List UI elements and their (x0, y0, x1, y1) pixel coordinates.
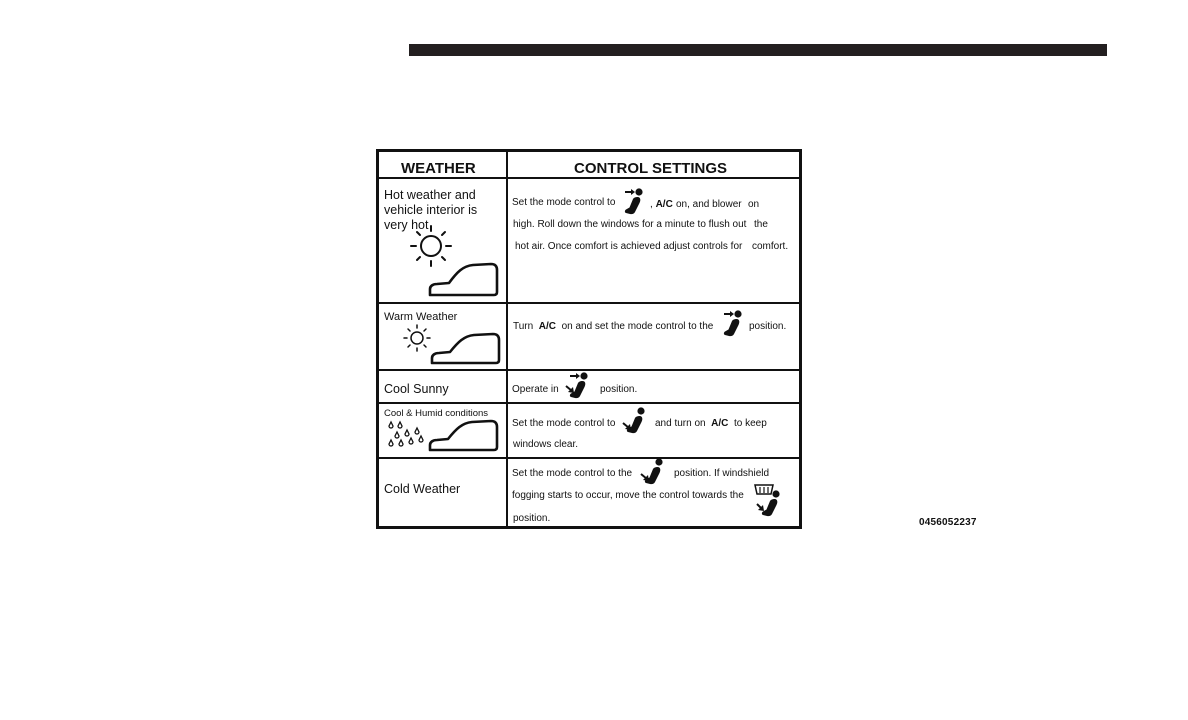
control-hot-line: comfort. (752, 241, 789, 252)
floor-mode-icon (640, 458, 674, 490)
control-warm-text: position. (749, 321, 787, 332)
control-cold-line: fogging starts to occur, move the control towards the (512, 490, 744, 501)
control-cold-text: position. If windshield (674, 468, 770, 479)
ac-label: A/C (655, 199, 673, 210)
weather-hot: Hot weather and vehicle interior is very hot (384, 188, 478, 232)
control-humid-text: to keep (733, 418, 767, 429)
row-divider (379, 402, 799, 404)
row-divider (379, 302, 799, 304)
ac-label: A/C (538, 321, 556, 332)
weather-cool-sunny: Cool Sunny (384, 382, 449, 396)
weather-header: WEATHER (401, 160, 476, 177)
control-cold-text: Set the mode control to the (512, 468, 633, 479)
control-humid-text: and turn on (655, 418, 706, 429)
control-hot-line: high. Roll down the windows for a minute to flush out (513, 219, 747, 230)
control-hot-text: on, and blower (676, 199, 742, 210)
control-humid-line: windows clear. (513, 439, 579, 450)
control-settings-header: CONTROL SETTINGS (574, 160, 728, 177)
control-cool-sunny-text: position. (600, 384, 638, 395)
defrost-floor-mode-icon (753, 482, 785, 516)
control-warm-text: Turn (513, 321, 534, 332)
car-icon (429, 262, 499, 298)
control-warm-text: on and set the mode control to the (561, 321, 714, 332)
ac-label: A/C (711, 418, 729, 429)
control-cold-line: position. (513, 513, 551, 524)
control-hot-line: hot air. Once comfort is achieved adjust controls for (515, 241, 743, 252)
control-hot-text: Set the mode control to (512, 197, 616, 208)
bi-level-mode-icon (565, 372, 599, 402)
climate-control-table (376, 149, 802, 529)
floor-mode-icon (622, 407, 656, 439)
car-icon (431, 332, 501, 366)
rain-drops-icon (387, 420, 429, 454)
control-humid-text: Set the mode control to (512, 418, 616, 429)
control-cool-sunny-text: Operate in (512, 384, 559, 395)
sun-icon (403, 324, 433, 354)
weather-cool-humid: Cool & Humid conditions (384, 408, 489, 419)
row-divider (379, 369, 799, 371)
control-hot-comma: , (650, 199, 656, 210)
control-hot-text: on (748, 199, 760, 210)
figure-code: 0456052237 (919, 517, 977, 528)
control-hot-line: the (754, 219, 768, 230)
car-icon (429, 419, 499, 453)
weather-warm: Warm Weather (384, 311, 458, 323)
row-divider (379, 457, 799, 459)
row-divider (379, 177, 799, 179)
weather-cold: Cold Weather (384, 482, 461, 496)
header-bar (409, 44, 1107, 56)
column-divider (506, 152, 508, 526)
